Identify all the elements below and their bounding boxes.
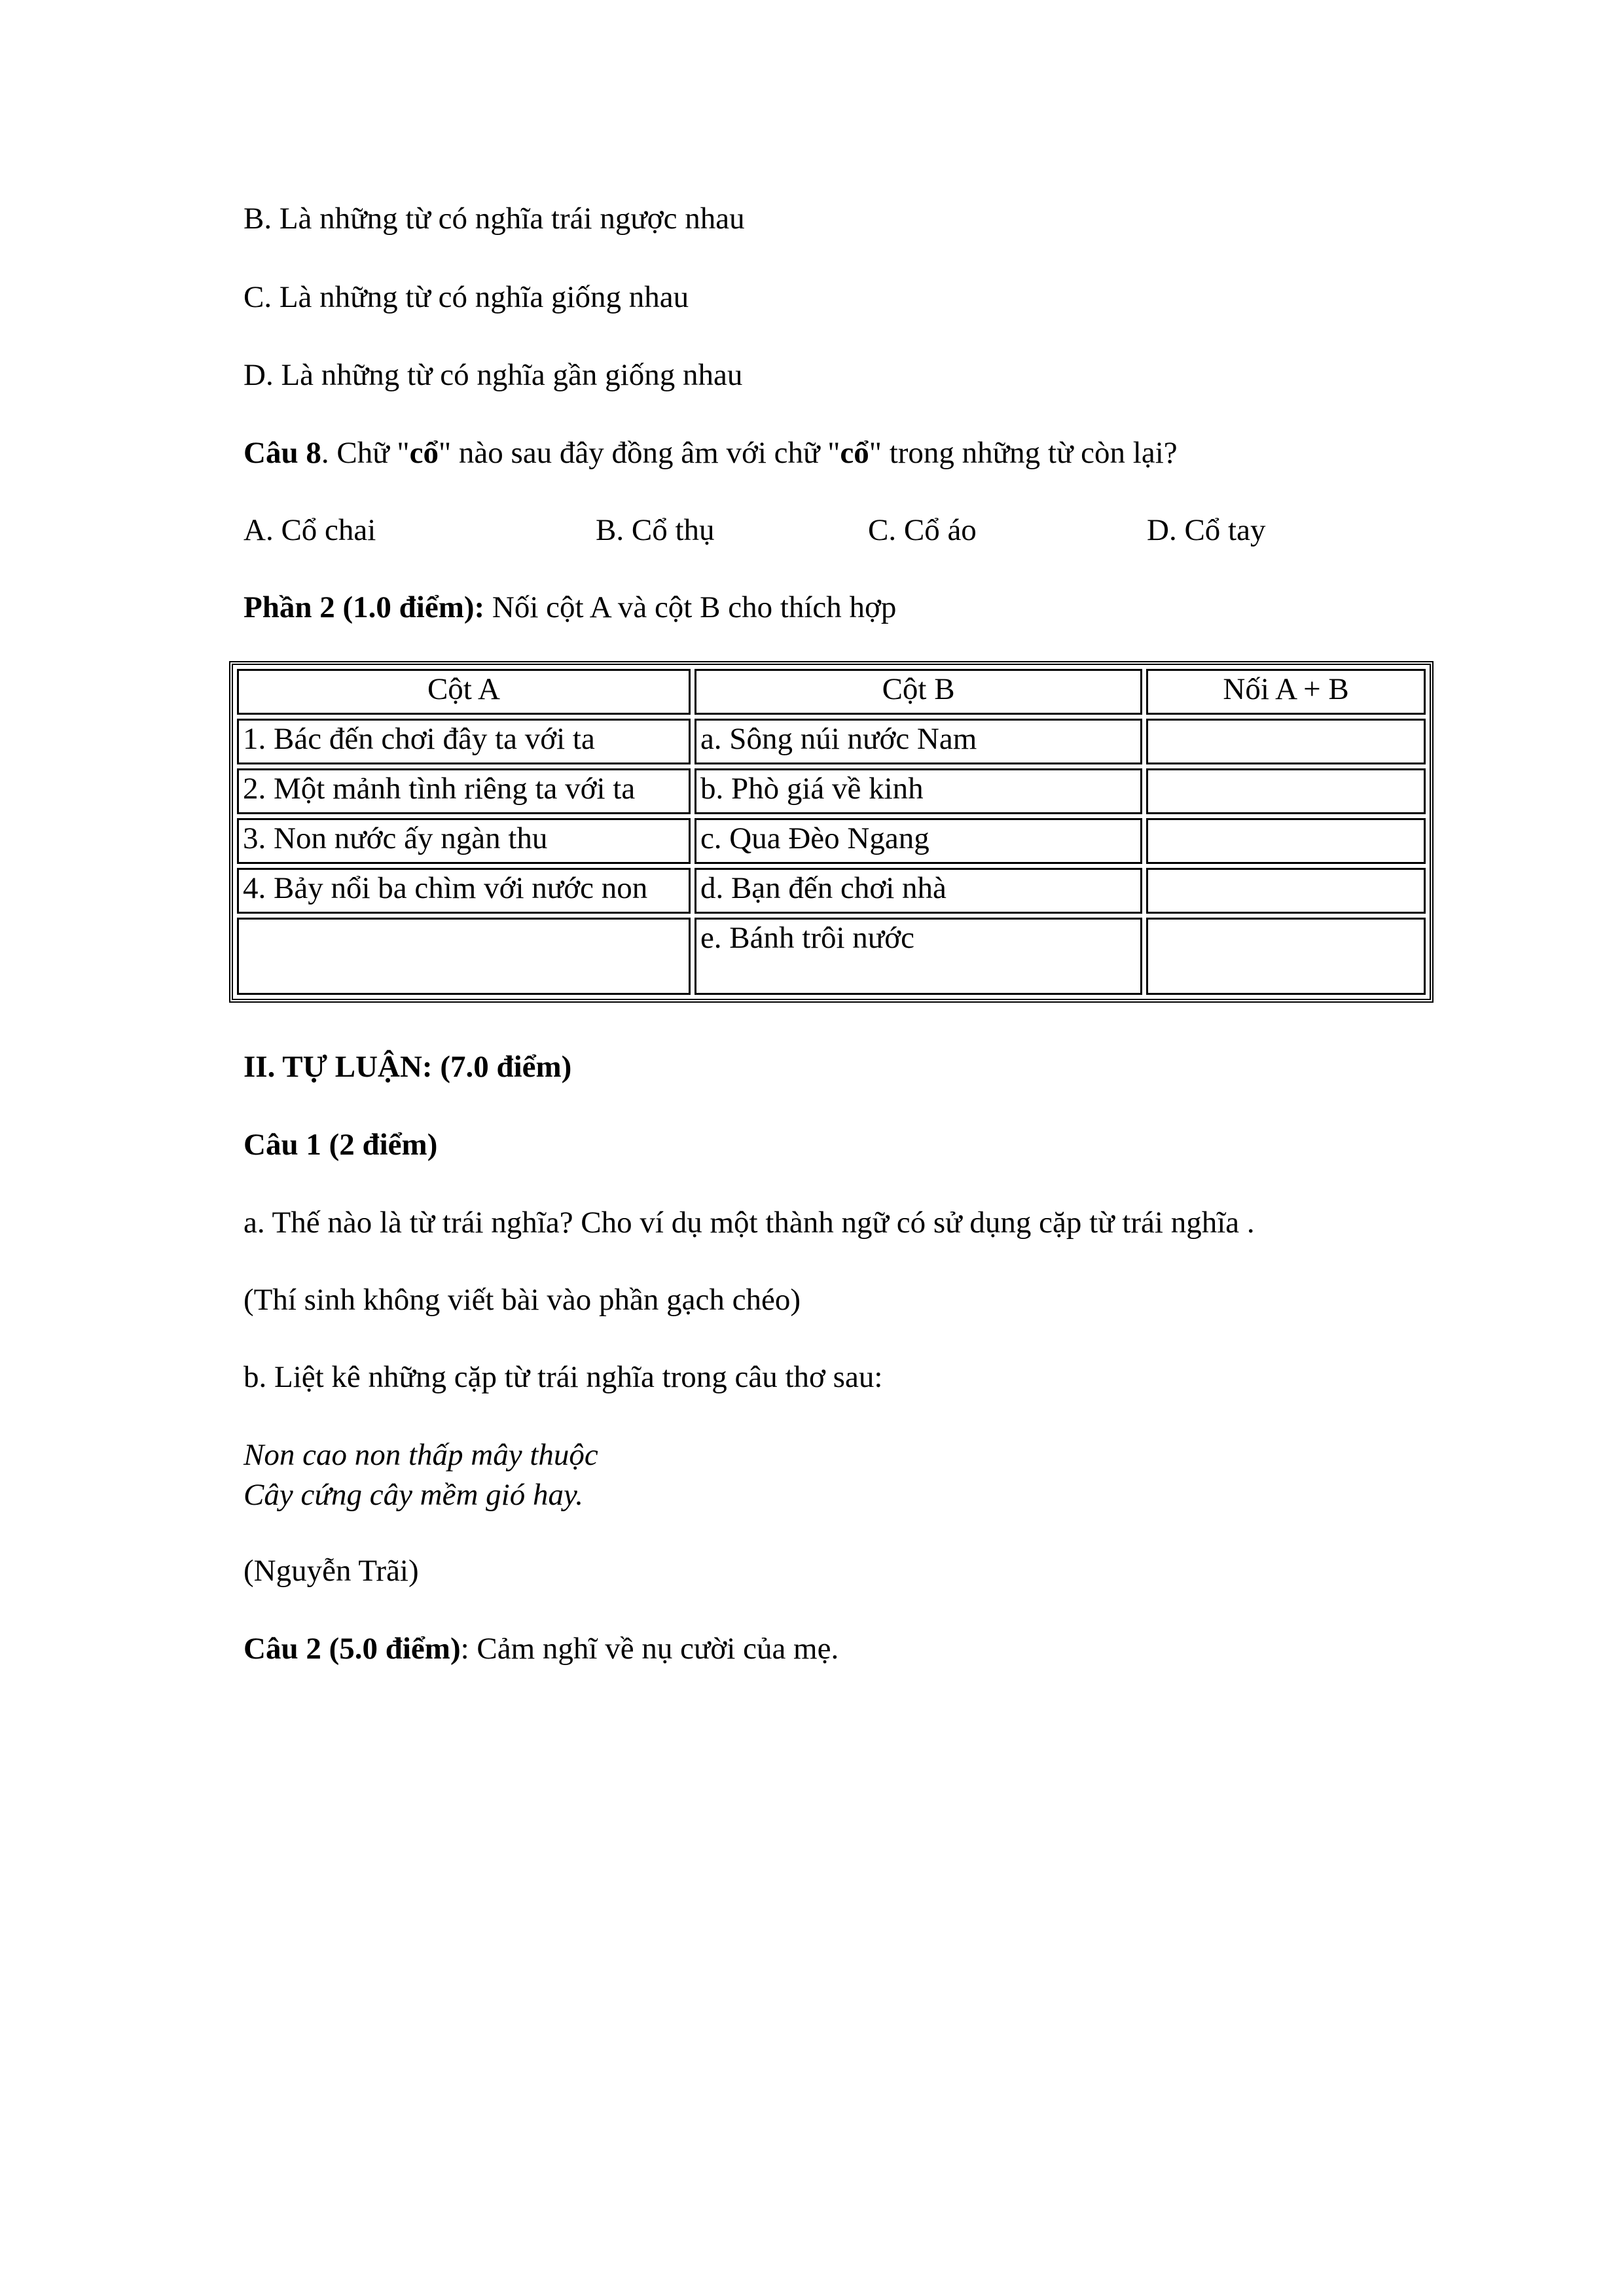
- cell-a: 4. Bảy nổi ba chìm với nước non: [237, 868, 691, 914]
- poem-line-2: Cây cứng cây mềm gió hay.: [244, 1478, 583, 1512]
- q8-text-2: " nào sau đây đồng âm với chữ ": [438, 436, 840, 470]
- cell-a: 1. Bác đến chơi đây ta với ta: [237, 719, 691, 764]
- q8-text-1: . Chữ ": [321, 436, 410, 470]
- cell-match[interactable]: [1146, 768, 1426, 814]
- header-col-match: Nối A + B: [1146, 669, 1426, 715]
- question-8: [244, 433, 1178, 473]
- q8-option-d: D. Cổ tay: [1147, 513, 1266, 547]
- matching-table: [229, 661, 1434, 1003]
- cell-b: e. Bánh trôi nước: [695, 918, 1142, 995]
- essay-q1-heading: [244, 1125, 437, 1164]
- essay-q2-text: : Cảm nghĩ về nụ cười của mẹ.: [460, 1632, 839, 1666]
- q7-option-d: D. Là những từ có nghĩa gần giống nhau: [244, 358, 743, 392]
- q7-option-c: C. Là những từ có nghĩa giống nhau: [244, 280, 689, 314]
- essay-q1-b: b. Liệt kê những cặp từ trái nghĩa trong câu thơ sau:: [244, 1360, 883, 1394]
- poem-author: (Nguyễn Trãi): [244, 1554, 419, 1588]
- cell-a: 3. Non nước ấy ngàn thu: [237, 818, 691, 864]
- essay-q1-a: a. Thế nào là từ trái nghĩa? Cho ví dụ một thành ngữ có sử dụng cặp từ trái nghĩa .: [244, 1206, 1255, 1240]
- q8-option-b: B. Cổ thụ: [596, 513, 715, 547]
- table-row: [237, 768, 1426, 814]
- q7-option-b: B. Là những từ có nghĩa trái ngược nhau: [244, 202, 745, 236]
- essay-heading: [244, 1047, 571, 1086]
- table-row: [237, 719, 1426, 764]
- header-col-a: Cột A: [237, 669, 691, 715]
- q8-text-3: " trong những từ còn lại?: [869, 436, 1178, 470]
- cell-b: b. Phò giá về kinh: [695, 768, 1142, 814]
- cell-b: c. Qua Đèo Ngang: [695, 818, 1142, 864]
- table-header-row: [237, 669, 1426, 715]
- cell-match[interactable]: [1146, 818, 1426, 864]
- cell-a: [237, 918, 691, 995]
- q8-option-c: C. Cổ áo: [868, 513, 977, 547]
- poem-line-1: Non cao non thấp mây thuộc: [244, 1438, 598, 1472]
- cell-a: 2. Một mảnh tình riêng ta với ta: [237, 768, 691, 814]
- essay-q2-label: Câu 2 (5.0 điểm): [244, 1632, 461, 1666]
- cell-b: a. Sông núi nước Nam: [695, 719, 1142, 764]
- part-2-heading: [244, 588, 896, 627]
- table-row: [237, 868, 1426, 914]
- part-2-label: Phần 2 (1.0 điểm):: [244, 590, 485, 624]
- essay-note: (Thí sinh không viết bài vào phần gạch chéo): [244, 1283, 801, 1317]
- cell-match[interactable]: [1146, 719, 1426, 764]
- q8-word-1: cổ: [409, 436, 439, 470]
- cell-match[interactable]: [1146, 918, 1426, 995]
- essay-heading-text: II. TỰ LUẬN: (7.0 điểm): [244, 1050, 572, 1084]
- part-2-text: Nối cột A và cột B cho thích hợp: [484, 590, 897, 624]
- table-row: [237, 818, 1426, 864]
- essay-q1-label: Câu 1 (2 điểm): [244, 1128, 438, 1162]
- q8-label: Câu 8: [244, 436, 321, 470]
- header-col-b: Cột B: [695, 669, 1142, 715]
- q8-option-a: A. Cổ chai: [244, 513, 376, 547]
- table-row: [237, 918, 1426, 995]
- cell-b: d. Bạn đến chơi nhà: [695, 868, 1142, 914]
- cell-match[interactable]: [1146, 868, 1426, 914]
- q8-word-2: cổ: [840, 436, 869, 470]
- essay-q2: [244, 1629, 839, 1668]
